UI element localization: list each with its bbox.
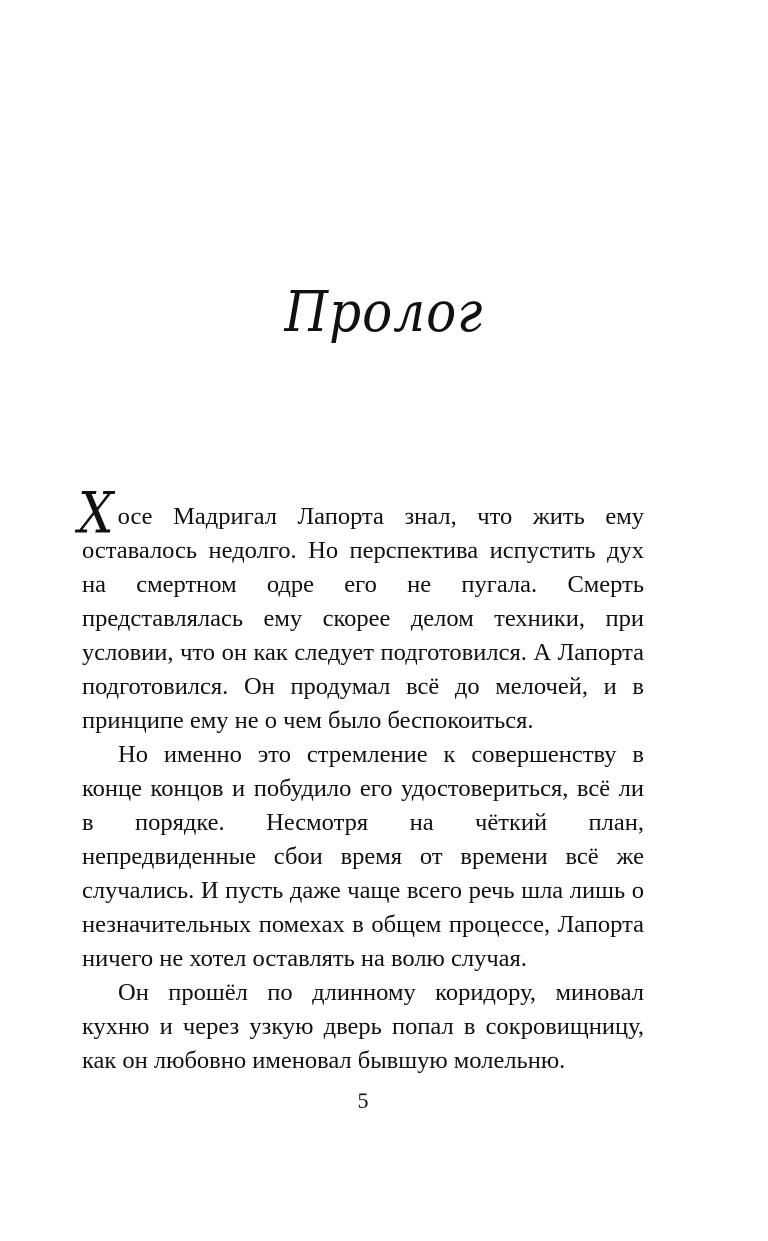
page-number: 5: [357, 1088, 369, 1113]
drop-cap: Х: [78, 479, 114, 547]
paragraph-1: [78, 479, 644, 738]
paragraph-1-text: осе Мадригал Лапорта знал, что жить ему оставалось недолго. Но перспектива испустить дух на смертном одре его не пугала. Смерть представлялась ему скорее делом техники, при условии, что он как следует подготовился. А Лапорта подготовился. Он продумал всё до мелочей, и в принципе ему не о чем было беспокоиться.: [82, 503, 644, 734]
body-text: [78, 479, 644, 1078]
paragraph-3: Он прошёл по длинному коридору, миновал кухню и через узкую дверь попал в сокровищницу, как он любовно именовал бывшую молельню.: [82, 979, 644, 1074]
chapter-title: Пролог: [284, 279, 484, 345]
paragraph-2: Но именно это стремление к совершенству в конце концов и побудило его удостовериться, всё ли в порядке. Несмотря на чёткий план, непредвиденные сбои время от времени всё же случались. И пусть даже чаще всего речь шла лишь о незначительных помехах в общем процессе, Лапорта ничего не хотел оставлять на волю случая.: [82, 741, 644, 972]
